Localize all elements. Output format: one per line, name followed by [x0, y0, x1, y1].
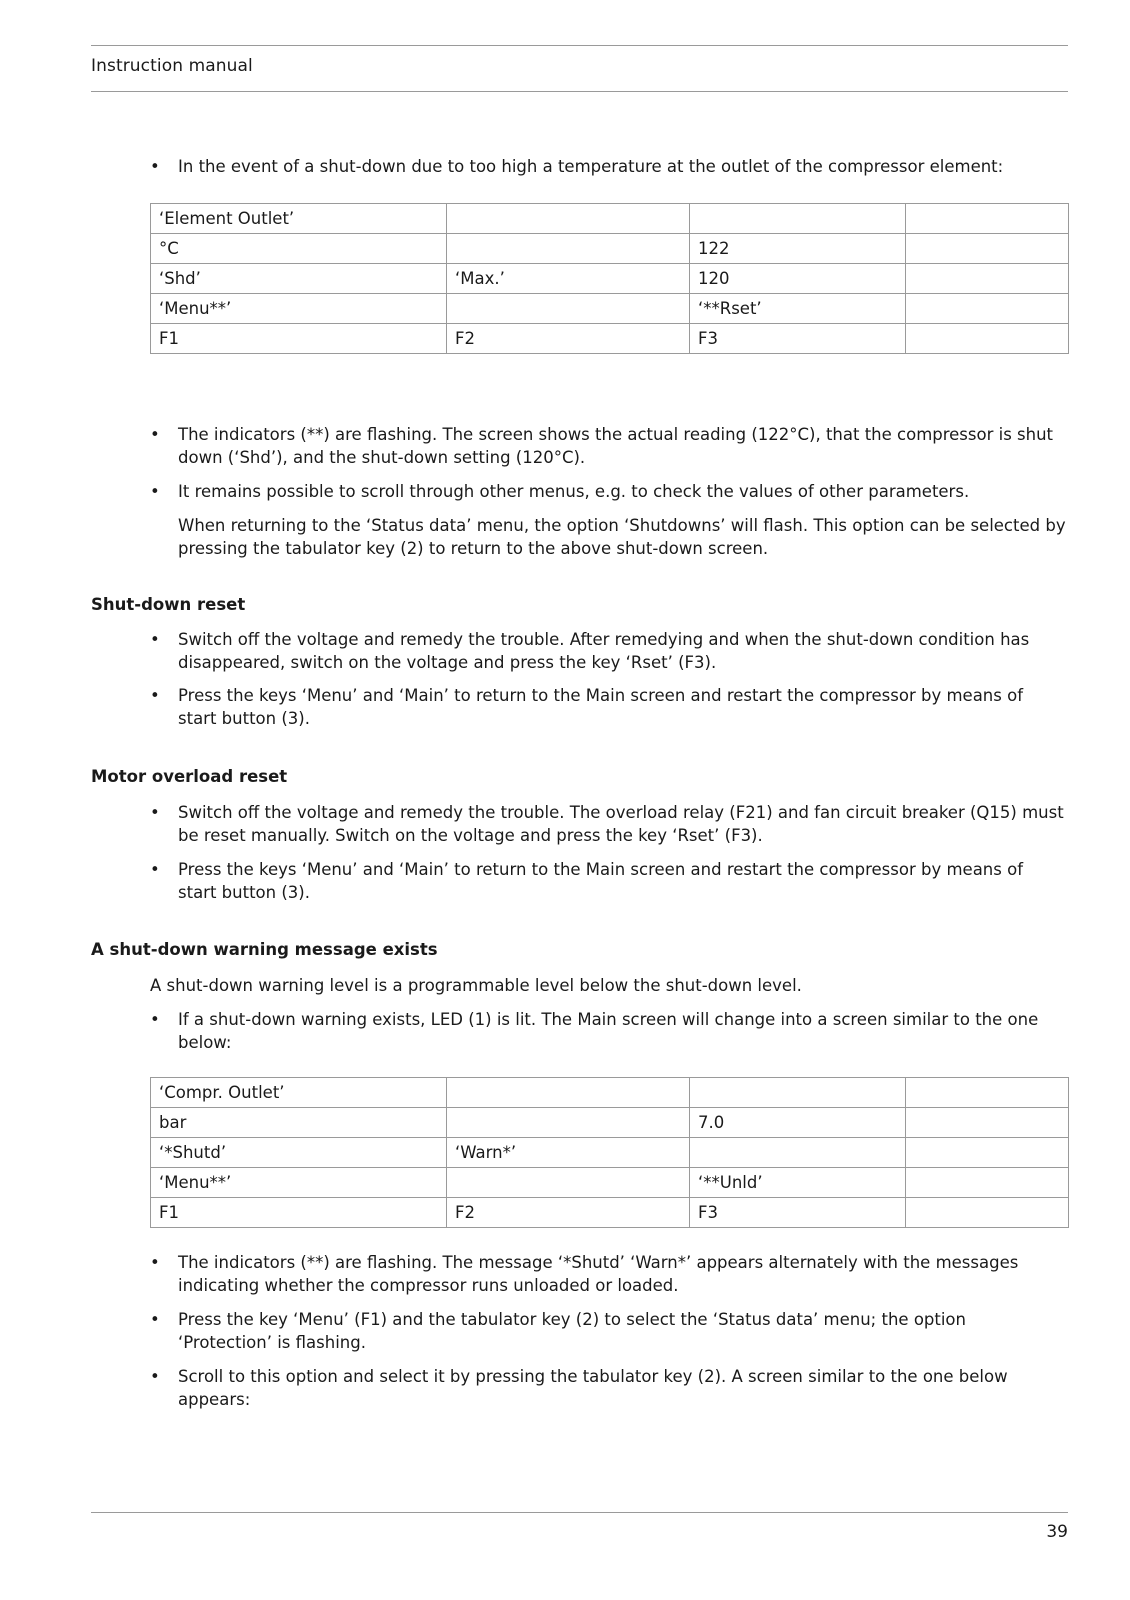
bullet-item: [150, 1308, 1065, 1354]
bullet-marker: •: [150, 686, 160, 705]
table-cell: [447, 234, 690, 264]
table-cell: ‘Element Outlet’: [151, 204, 447, 234]
table-cell: [906, 294, 1069, 324]
bullet-marker: •: [150, 1010, 160, 1029]
bullet-marker: •: [150, 157, 160, 176]
table-cell: [447, 1078, 690, 1108]
table-cell: [906, 1168, 1069, 1198]
table-row: [151, 264, 1069, 294]
table-cell: [690, 204, 906, 234]
table-cell: ‘**Rset’: [690, 294, 906, 324]
table-cell: F1: [151, 324, 447, 354]
bullet-text: Switch off the voltage and remedy the trouble. After remedying and when the shut-down condition has disappeared, switch on the voltage and press the key ‘Rset’ (F3).: [178, 630, 1030, 672]
table-cell: F3: [690, 1198, 906, 1228]
bullet-text: Switch off the voltage and remedy the trouble. The overload relay (F21) and fan circuit breaker (Q15) must be reset manually. Switch on the voltage and press the key ‘Rset’ (F3).: [178, 803, 1064, 845]
bullet-text: The indicators (**) are flashing. The message ‘*Shutd’ ‘Warn*’ appears alternately with the messages indicating whether the compressor runs unloaded or loaded.: [178, 1253, 1019, 1295]
table-cell: [906, 264, 1069, 294]
bullet-text: Press the keys ‘Menu’ and ‘Main’ to return to the Main screen and restart the compressor by means of start button (3).: [178, 860, 1024, 902]
table-cell: ‘Compr. Outlet’: [151, 1078, 447, 1108]
table-cell: [447, 204, 690, 234]
table-cell: [447, 1108, 690, 1138]
table-cell: F1: [151, 1198, 447, 1228]
table-cell: ‘Max.’: [447, 264, 690, 294]
section-heading-motor-overload-reset: Motor overload reset: [91, 767, 288, 786]
table-cell: [906, 234, 1069, 264]
paragraph: A shut-down warning level is a programmable level below the shut-down level.: [150, 976, 802, 995]
bullet-marker: •: [150, 1310, 160, 1329]
table-cell: [906, 1198, 1069, 1228]
bullet-item: [150, 155, 1065, 178]
header-rule-top: [91, 45, 1068, 46]
section-heading-shutdown-reset: Shut-down reset: [91, 595, 246, 614]
table-cell: ‘Menu**’: [151, 294, 447, 324]
table-cell: 120: [690, 264, 906, 294]
bullet-item: [150, 858, 1065, 904]
table-cell: bar: [151, 1108, 447, 1138]
table-cell: [906, 1078, 1069, 1108]
table-cell: [690, 1138, 906, 1168]
header-title: Instruction manual: [91, 56, 253, 76]
bullet-item: [150, 1365, 1065, 1411]
bullet-marker: •: [150, 425, 160, 444]
bullet-item: [150, 628, 1065, 674]
table-row: [151, 1198, 1069, 1228]
bullet-marker: •: [150, 1367, 160, 1386]
bullet-item: [150, 1251, 1065, 1297]
table-row: [151, 324, 1069, 354]
table-row: [151, 234, 1069, 264]
table-row: [151, 294, 1069, 324]
bullet-marker: •: [150, 630, 160, 649]
table-cell: 122: [690, 234, 906, 264]
table-row: [151, 1108, 1069, 1138]
table-cell: ‘*Shutd’: [151, 1138, 447, 1168]
table-cell: 7.0: [690, 1108, 906, 1138]
bullet-item: [150, 684, 1065, 730]
bullet-text: The indicators (**) are flashing. The screen shows the actual reading (122°C), that the compressor is shut down (‘Shd’), and the shut-down setting (120°C).: [178, 425, 1054, 467]
table-cell: [906, 1138, 1069, 1168]
bullet-item: [150, 480, 1065, 503]
paragraph: When returning to the ‘Status data’ menu, the option ‘Shutdowns’ will flash. This option can be selected by pressing the tabulator key (2) to return to the above shut-down screen.: [178, 516, 1066, 558]
bullet-text: It remains possible to scroll through other menus, e.g. to check the values of other parameters.: [178, 482, 970, 501]
bullet-marker: •: [150, 1253, 160, 1272]
table-cell: F3: [690, 324, 906, 354]
bullet-marker: •: [150, 803, 160, 822]
table-cell: ‘Shd’: [151, 264, 447, 294]
table-cell: [906, 204, 1069, 234]
table-cell: [906, 324, 1069, 354]
table-cell: [690, 1078, 906, 1108]
bullet-text: In the event of a shut-down due to too high a temperature at the outlet of the compressor element:: [178, 157, 1004, 176]
table-cell: ‘**Unld’: [690, 1168, 906, 1198]
table-cell: F2: [447, 1198, 690, 1228]
page-number: 39: [1046, 1522, 1068, 1542]
table-cell: [906, 1108, 1069, 1138]
table-cell: F2: [447, 324, 690, 354]
bullet-text: Press the key ‘Menu’ (F1) and the tabulator key (2) to select the ‘Status data’ menu; the option ‘Protection’ is flashing.: [178, 1310, 966, 1352]
table-row: [151, 1078, 1069, 1108]
bullet-item: [150, 423, 1065, 469]
bullet-marker: •: [150, 482, 160, 501]
bullet-text: Scroll to this option and select it by pressing the tabulator key (2). A screen similar to the one below appears:: [178, 1367, 1008, 1409]
header-rule-bottom: [91, 91, 1068, 92]
bullet-item: [150, 801, 1065, 847]
display-screen-table-1: [150, 203, 1069, 354]
table-cell: [447, 1168, 690, 1198]
bullet-text: If a shut-down warning exists, LED (1) is lit. The Main screen will change into a screen similar to the one below:: [178, 1010, 1039, 1052]
table-cell: ‘Menu**’: [151, 1168, 447, 1198]
bullet-item: [150, 1008, 1065, 1054]
table-row: [151, 204, 1069, 234]
section-heading-shutdown-warning: A shut-down warning message exists: [91, 940, 438, 959]
table-row: [151, 1168, 1069, 1198]
bullet-marker: •: [150, 860, 160, 879]
bullet-text: Press the keys ‘Menu’ and ‘Main’ to return to the Main screen and restart the compressor by means of start button (3).: [178, 686, 1024, 728]
table-cell: ‘Warn*’: [447, 1138, 690, 1168]
footer-rule: [91, 1512, 1068, 1513]
table-row: [151, 1138, 1069, 1168]
table-cell: [447, 294, 690, 324]
table-cell: °C: [151, 234, 447, 264]
display-screen-table-2: [150, 1077, 1069, 1228]
